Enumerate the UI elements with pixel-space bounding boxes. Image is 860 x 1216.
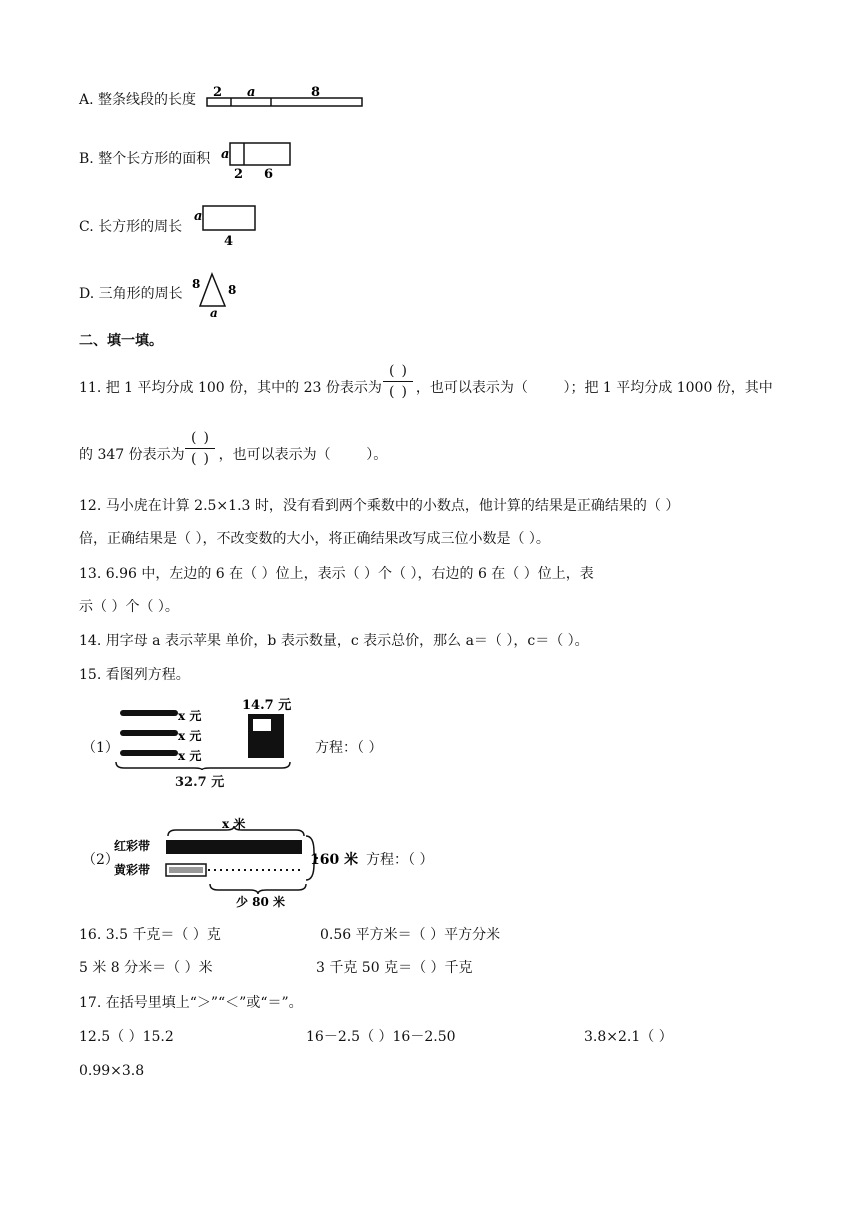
fraction-blank: ( ) ( ): [185, 429, 215, 468]
rectangle-area-figure: [220, 138, 300, 182]
fig-label: 160 米: [310, 852, 359, 868]
triangle-figure: [190, 268, 246, 318]
fig-label: x 元: [178, 709, 202, 723]
question-14: 14. 用字母 a 表示苹果 单价，b 表示数量，c 表示总价，那么 a＝（ ），c＝（ ）。: [79, 633, 589, 649]
question-12-line1: 12. 马小虎在计算 2.5×1.3 时，没有看到两个乘数中的小数点，他计算的结果是正确结果的（ ）: [79, 498, 680, 514]
fraction-blank: ( ) ( ): [383, 362, 413, 401]
question-13-line1: 13. 6.96 中，左边的 6 在（ ）位上，表示（ ）个（ ），右边的 6 在（ ）位上，表: [79, 566, 594, 582]
option-letter: A.: [79, 92, 94, 108]
question-16b: 0.56 平方米＝（ ）平方分米: [320, 927, 501, 943]
option-text: 整条线段的长度: [98, 92, 197, 108]
fig-label: x 元: [178, 729, 202, 743]
question-17c: 3.8×2.1（ ）: [584, 1029, 673, 1045]
question-13-line2: 示（ ）个（ ）。: [79, 599, 179, 615]
fig-label: 6: [264, 167, 274, 182]
question-15-title: 15. 看图列方程。: [79, 667, 190, 683]
option-letter: D.: [79, 286, 95, 302]
fig-label: 8: [311, 85, 321, 100]
fig-label: 2: [213, 85, 223, 100]
q15-part2-number: （2）: [82, 852, 119, 868]
ribbon-label: 红彩带: [114, 839, 151, 853]
fig-label: x 米: [222, 817, 246, 831]
q15-part2-equation: 方程：（ ）: [366, 852, 434, 868]
question-17-title: 17. 在括号里填上“＞”“＜”或“＝”。: [79, 995, 303, 1011]
option-d: [79, 284, 183, 304]
question-16d: 3 千克 50 克＝（ ）千克: [316, 960, 473, 976]
q15-part1-equation: 方程：（ ）: [315, 740, 383, 756]
fig-label: a: [247, 85, 256, 100]
question-16a: 16. 3.5 千克＝（ ）克: [79, 927, 221, 943]
question-17a: 12.5（ ）15.2: [79, 1029, 174, 1045]
question-16c: 5 米 8 分米＝（ ）米: [79, 960, 213, 976]
fig-label: 4: [224, 234, 234, 248]
pencils-notebook-figure: [110, 692, 300, 770]
fig-label: a: [221, 147, 230, 162]
option-letter: C.: [79, 219, 94, 235]
option-text: 长方形的周长: [98, 219, 183, 235]
option-c: [79, 217, 182, 237]
fig-label: 8: [228, 283, 237, 297]
fig-label: a: [210, 306, 218, 318]
q15-part1-number: （1）: [82, 740, 119, 756]
option-b: [79, 149, 210, 169]
ribbon-label: 黄彩带: [114, 863, 151, 877]
fig-label: 8: [192, 277, 201, 291]
section-title: 二、填一填。: [79, 333, 163, 349]
fig-label: 少 80 米: [236, 895, 286, 908]
fig-label: 2: [234, 167, 244, 182]
segment-figure: [205, 84, 365, 112]
option-letter: B.: [79, 151, 94, 167]
fig-label: 14.7 元: [242, 698, 292, 713]
question-12-line2: 倍，正确结果是（ ），不改变数的大小，将正确结果改写成三位小数是（ ）。: [79, 531, 550, 547]
question-17b: 16－2.5（ ）16－2.50: [306, 1029, 456, 1045]
option-text: 整个长方形的面积: [98, 151, 211, 167]
option-text: 三角形的周长: [98, 286, 183, 302]
question-17d: 0.99×3.8: [79, 1063, 145, 1079]
fig-label: a: [194, 209, 203, 224]
option-a: [79, 90, 196, 110]
rectangle-perimeter-figure: [193, 200, 263, 248]
fig-label: x 元: [178, 749, 202, 763]
question-11-line1: 11. 把 1 平均分成 100 份，其中的 23 份表示为 ，也可以表示为（ ）；把 1 平均分成 1000 份，其中: [79, 380, 773, 396]
ribbons-figure: [110, 812, 370, 908]
question-11-line2: 的 347 份表示为 ，也可以表示为（ ）。: [79, 447, 388, 463]
q15-part1-total: 32.7 元: [175, 775, 225, 790]
